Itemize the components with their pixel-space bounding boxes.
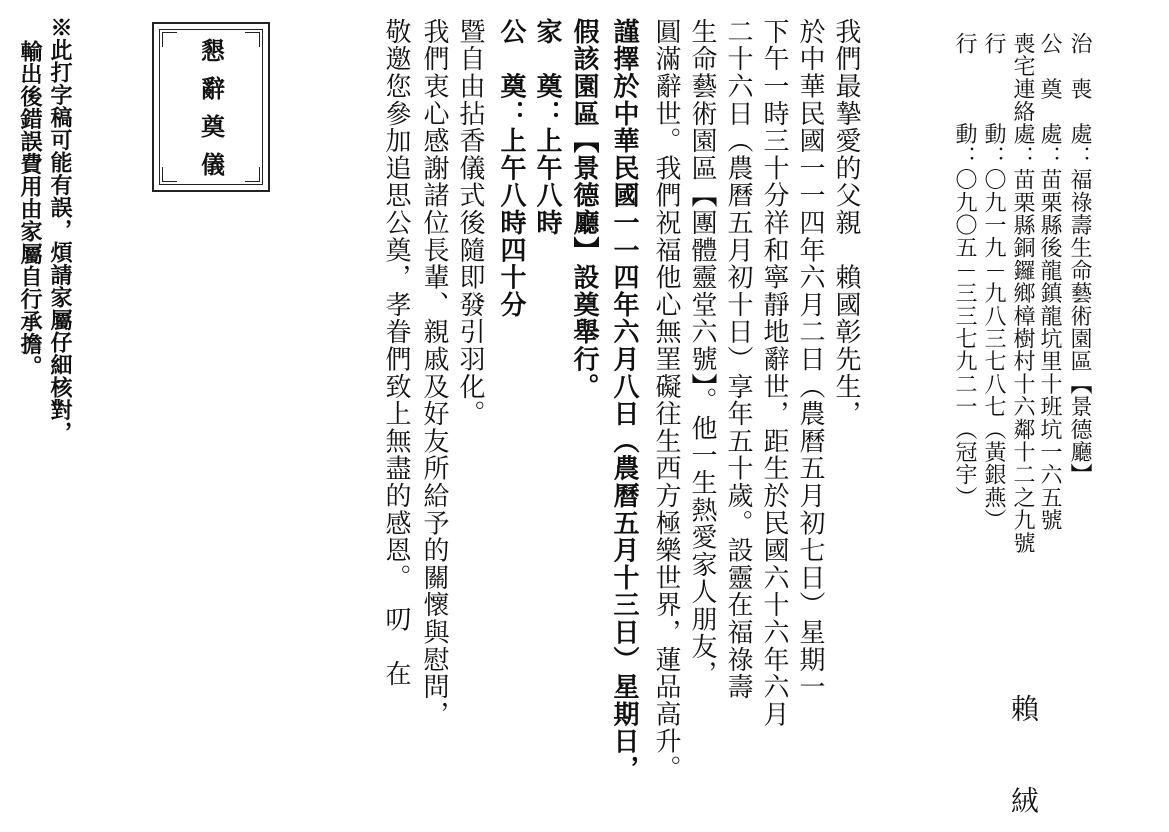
contact-line-3: 喪宅連絡處：苗栗縣銅鑼鄉樟樹村十六鄰十二之九號 <box>1010 32 1035 555</box>
decline-gifts-text: 懇辭奠儀 <box>196 38 226 190</box>
corner-ornament-icon <box>162 167 177 182</box>
body-line-10: 公 奠：上午八時四十分 <box>496 18 526 319</box>
body-line-6: 圓滿辭世。我們祝福他心無罣礙往生西方極樂世界，蓮品高升。 <box>651 18 681 783</box>
corner-ornament-icon <box>162 32 177 47</box>
body-line-9: 家 奠：上午八時 <box>532 18 562 237</box>
body-line-8: 假該園區【景德廳】設奠舉行。 <box>569 18 599 401</box>
body-line-2: 於中華民國一一四年六月二日（農曆五月初七日）星期一 <box>795 18 825 701</box>
body-line-5: 生命藝術園區【團體靈堂六號】。他一生熱愛家人朋友， <box>687 18 717 688</box>
signature: 賴 絨 <box>1007 694 1040 832</box>
body-line-4: 二十六日（農曆五月初十日）享年五十歲。設靈在福祿壽 <box>723 18 753 701</box>
corner-ornament-icon <box>245 167 260 182</box>
note-line-1: ※此打字稿可能有誤，煩請家屬仔細核對， <box>47 16 73 444</box>
body-line-11: 暨自由拈香儀式後隨即發引羽化。 <box>455 18 485 428</box>
body-line-3: 下午一時三十分祥和寧靜地辭世，距生於民國六十六年六月 <box>759 18 789 728</box>
body-line-7: 謹擇於中華民國一一四年六月八日（農曆五月十三日）星期日， <box>609 18 639 783</box>
note-line-2: 輸出後錯誤費用由家屬自行承擔。 <box>17 40 43 378</box>
body-line-12: 我們衷心感謝諸位長輩、親戚及好友所給予的關懷與慰問， <box>419 18 449 728</box>
contact-line-1: 治 喪 處：福祿壽生命藝術園區【景德廳】 <box>1067 32 1092 486</box>
body-line-1: 我們最摯愛的父親 賴國彰先生， <box>831 18 861 428</box>
decline-gifts-frame <box>152 22 270 192</box>
corner-ornament-icon <box>245 32 260 47</box>
body-line-13: 敬邀您參加追思公奠，孝眷們致上無盡的感恩。 叨 在 <box>381 18 411 688</box>
contact-line-4: 行 動：〇九一九－九八三七八七（黃銀燕） <box>981 32 1006 532</box>
contact-line-5: 行 動：〇九〇五－三三七九二一（冠宇） <box>952 32 977 509</box>
contact-line-2: 公 奠 處：苗栗縣後龍鎮龍坑里十班坑一六五號 <box>1037 32 1062 532</box>
